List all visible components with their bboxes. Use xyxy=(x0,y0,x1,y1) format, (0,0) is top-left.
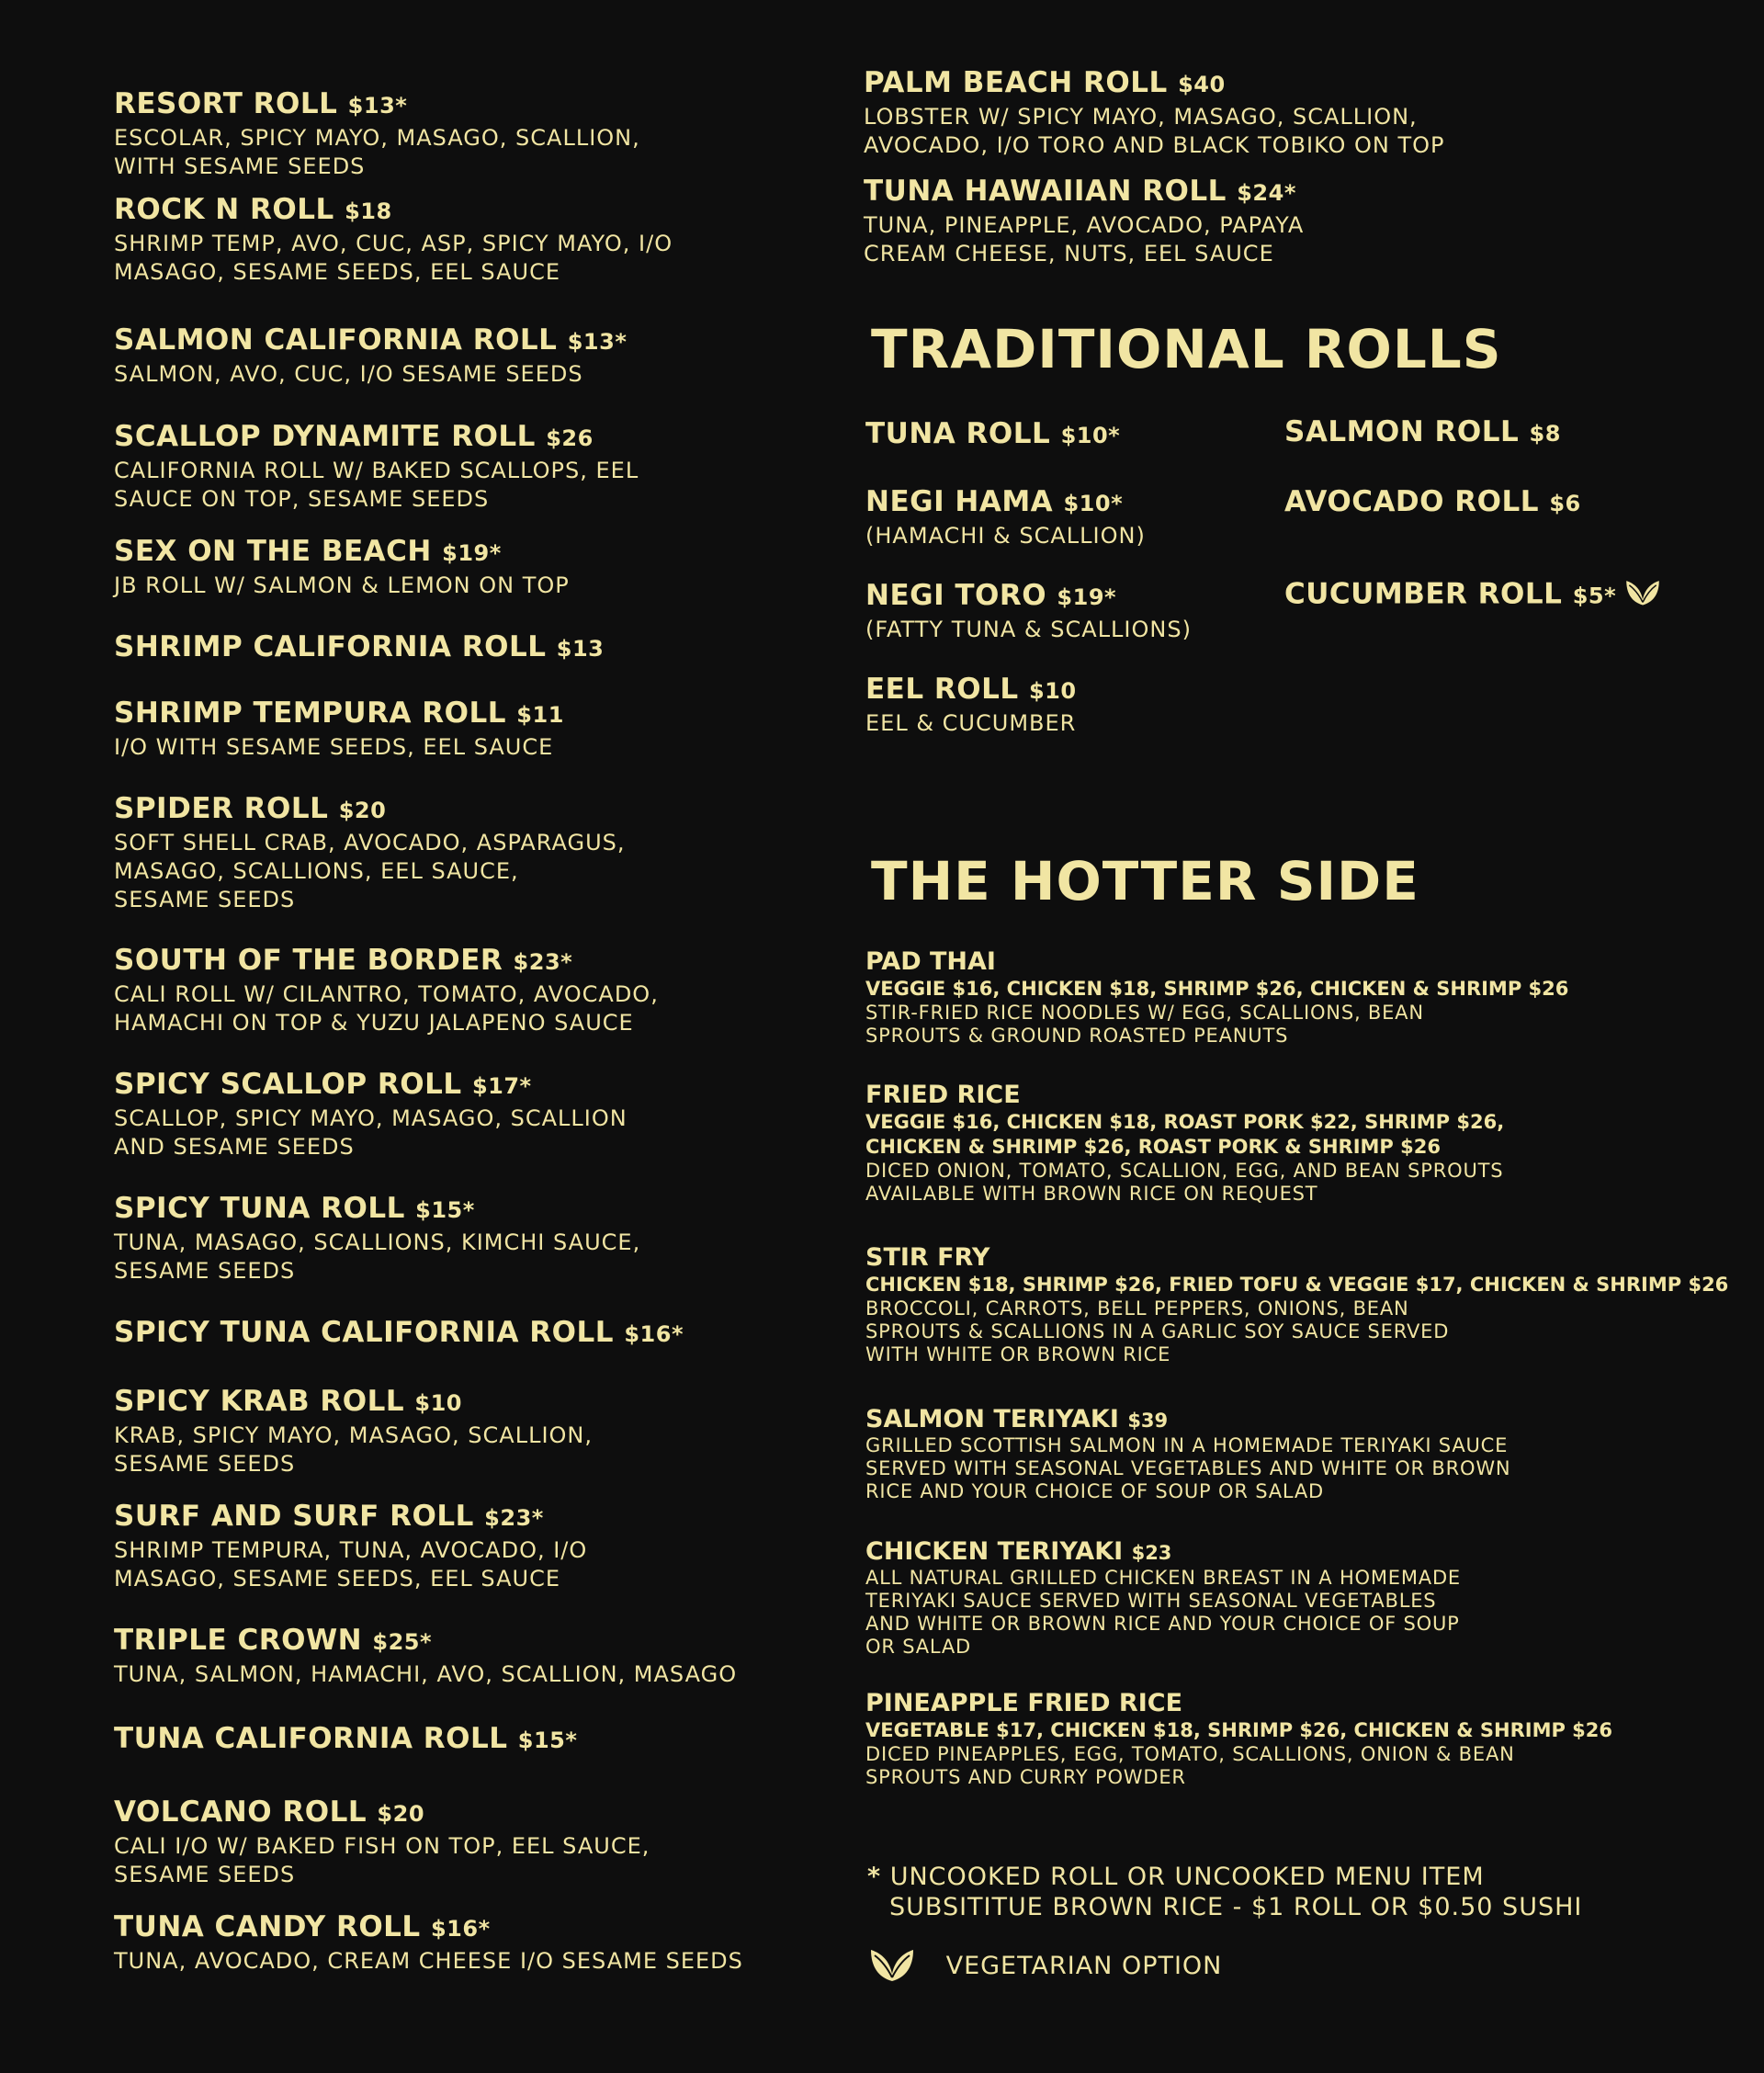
item-name: SHRIMP TEMPURA ROLL xyxy=(114,697,506,730)
hot-dish-item xyxy=(865,1536,1729,1659)
vegetarian-label: VEGETARIAN OPTION xyxy=(945,1951,1223,1980)
item-name: SALMON CALIFORNIA ROLL xyxy=(114,323,558,357)
item-price: $10 xyxy=(1028,678,1077,704)
item-description: SHRIMP TEMP, AVO, CUC, ASP, SPICY MAYO, I/O xyxy=(114,231,673,256)
item-name-line xyxy=(865,1404,1729,1434)
menu-item xyxy=(114,418,812,514)
item-price: $5* xyxy=(1572,583,1617,609)
menu-item xyxy=(114,191,812,287)
item-description: LOBSTER W/ SPICY MAYO, MASAGO, SCALLION, xyxy=(864,104,1418,130)
item-name-line xyxy=(114,1622,812,1660)
hot-dish-item xyxy=(865,1404,1729,1503)
hot-dish-item xyxy=(865,1688,1729,1789)
menu-item xyxy=(114,322,812,389)
item-name: CUCUMBER ROLL xyxy=(1284,577,1563,611)
item-name-line xyxy=(865,671,1077,709)
item-price: $20 xyxy=(338,798,387,823)
item-description: GRILLED SCOTTISH SALMON IN A HOMEMADE TERIYAKI SAUCE xyxy=(865,1434,1509,1456)
item-name: TUNA CALIFORNIA ROLL xyxy=(114,1722,508,1755)
item-description: MASAGO, SESAME SEEDS, EEL SAUCE xyxy=(114,1566,560,1592)
item-description: MASAGO, SCALLIONS, EEL SAUCE, xyxy=(114,858,519,884)
traditional-roll-item xyxy=(865,483,1146,550)
item-name: SURF AND SURF ROLL xyxy=(114,1500,474,1533)
item-name: SPICY TUNA CALIFORNIA ROLL xyxy=(114,1316,615,1349)
item-description: JB ROLL W/ SALMON & LEMON ON TOP xyxy=(114,572,570,598)
item-description: TUNA, MASAGO, SCALLIONS, KIMCHI SAUCE, xyxy=(114,1229,641,1255)
item-price: $20 xyxy=(377,1801,425,1827)
item-name: SPIDER ROLL xyxy=(114,792,329,825)
menu-item xyxy=(114,1794,812,1889)
item-description: ESCOLAR, SPICY MAYO, MASAGO, SCALLION, xyxy=(114,125,640,151)
menu-item xyxy=(114,1066,812,1161)
item-description: SESAME SEEDS xyxy=(114,1862,296,1887)
item-name-line xyxy=(865,946,1729,977)
item-description: WITH SESAME SEEDS xyxy=(114,153,366,179)
item-price: $19* xyxy=(442,540,502,566)
leaf-icon xyxy=(1623,575,1662,616)
footnote-line1: UNCOOKED ROLL OR UNCOOKED MENU ITEM xyxy=(889,1863,1485,1891)
item-name: SPICY KRAB ROLL xyxy=(114,1385,405,1418)
item-name-line xyxy=(865,415,1120,454)
item-description: SESAME SEEDS xyxy=(114,1451,296,1477)
item-name: VOLCANO ROLL xyxy=(114,1795,368,1829)
item-name: RESORT ROLL xyxy=(114,87,338,120)
item-description: ALL NATURAL GRILLED CHICKEN BREAST IN A HOMEMADE xyxy=(865,1567,1461,1589)
item-name: PAD THAI xyxy=(865,947,996,976)
item-description: SCALLOP, SPICY MAYO, MASAGO, SCALLION xyxy=(114,1105,628,1131)
item-name: SPICY TUNA ROLL xyxy=(114,1192,405,1225)
footnote-brown-rice: SUBSITITUE BROWN RICE - $1 ROLL OR $0.50 SUSHI xyxy=(889,1893,1583,1921)
item-name-line xyxy=(114,322,812,360)
menu-item xyxy=(114,1314,812,1353)
item-options: VEGGIE $16, CHICKEN $18, ROAST PORK $22, SHRIMP $26, xyxy=(865,1111,1505,1133)
item-name-line xyxy=(865,1242,1729,1273)
menu-item xyxy=(114,1720,812,1759)
item-options: VEGGIE $16, CHICKEN $18, SHRIMP $26, CHICKEN & SHRIMP $26 xyxy=(865,978,1569,1000)
item-description: AND WHITE OR BROWN RICE AND YOUR CHOICE OF SOUP xyxy=(865,1613,1460,1635)
item-price: $16* xyxy=(624,1321,684,1347)
item-price: $19* xyxy=(1057,584,1117,610)
item-name-line xyxy=(865,483,1146,522)
item-description: SAUCE ON TOP, SESAME SEEDS xyxy=(114,486,490,512)
item-price: $24* xyxy=(1237,180,1296,206)
item-price: $39 xyxy=(1127,1410,1169,1432)
item-description: SESAME SEEDS xyxy=(114,887,296,912)
item-description: (FATTY TUNA & SCALLIONS) xyxy=(865,617,1192,642)
item-name: SCALLOP DYNAMITE ROLL xyxy=(114,420,536,453)
menu-item xyxy=(114,942,812,1037)
item-price: $6 xyxy=(1549,491,1581,516)
item-name-line xyxy=(1284,483,1581,522)
item-description: I/O WITH SESAME SEEDS, EEL SAUCE xyxy=(114,734,554,760)
menu-item xyxy=(114,1383,812,1478)
item-name-line xyxy=(865,1080,1729,1110)
item-description: SPROUTS AND CURRY POWDER xyxy=(865,1766,1186,1788)
item-name-line xyxy=(114,942,812,980)
item-options: VEGETABLE $17, CHICKEN $18, SHRIMP $26, CHICKEN & SHRIMP $26 xyxy=(865,1719,1613,1741)
item-name-line xyxy=(865,1688,1729,1718)
item-price: $13 xyxy=(556,636,605,662)
item-name-line xyxy=(114,1909,812,1947)
menu-item xyxy=(114,695,812,762)
item-name-line xyxy=(114,533,812,572)
item-price: $10* xyxy=(1063,491,1124,516)
item-price: $13* xyxy=(567,329,628,355)
footnote-uncooked xyxy=(867,1863,1485,1892)
item-name: TUNA ROLL xyxy=(865,417,1051,450)
item-name: SOUTH OF THE BORDER xyxy=(114,944,503,977)
item-description: CALI I/O W/ BAKED FISH ON TOP, EEL SAUCE, xyxy=(114,1833,650,1859)
item-name: PINEAPPLE FRIED RICE xyxy=(865,1689,1183,1717)
item-description: TERIYAKI SAUCE SERVED WITH SEASONAL VEGETABLES xyxy=(865,1590,1437,1612)
item-description: OR SALAD xyxy=(865,1636,971,1658)
item-price: $15* xyxy=(415,1197,475,1223)
item-name-line xyxy=(864,64,1727,103)
hot-dish-item xyxy=(865,1242,1729,1366)
item-name-line xyxy=(1284,575,1662,616)
item-name-line xyxy=(114,85,812,124)
item-description: TUNA, PINEAPPLE, AVOCADO, PAPAYA xyxy=(864,212,1305,238)
item-name: PALM BEACH ROLL xyxy=(864,66,1168,99)
item-name: STIR FRY xyxy=(865,1243,990,1272)
item-name-line xyxy=(114,1383,812,1422)
item-name: SALMON ROLL xyxy=(1284,415,1520,448)
item-description: SOFT SHELL CRAB, AVOCADO, ASPARAGUS, xyxy=(114,830,626,855)
item-price: $16* xyxy=(430,1916,491,1942)
item-name-line xyxy=(114,1190,812,1229)
item-price: $40 xyxy=(1178,72,1226,97)
item-price: $11 xyxy=(516,702,564,728)
traditional-roll-item xyxy=(1284,575,1662,616)
item-name: SHRIMP CALIFORNIA ROLL xyxy=(114,630,547,663)
item-price: $10* xyxy=(1060,423,1121,448)
item-price: $10 xyxy=(414,1390,463,1416)
item-description: SALMON, AVO, CUC, I/O SESAME SEEDS xyxy=(114,361,583,387)
item-description: RICE AND YOUR CHOICE OF SOUP OR SALAD xyxy=(865,1480,1324,1502)
item-description: (HAMACHI & SCALLION) xyxy=(865,523,1146,549)
footnote-star: * xyxy=(867,1863,882,1891)
item-name: EEL ROLL xyxy=(865,673,1019,706)
menu-item xyxy=(114,1190,812,1286)
item-name: SEX ON THE BEACH xyxy=(114,535,432,568)
item-name-line xyxy=(114,695,812,733)
item-name-line xyxy=(865,1536,1729,1567)
item-name-line xyxy=(114,1498,812,1536)
item-description: AND SESAME SEEDS xyxy=(114,1134,355,1160)
item-name-line xyxy=(114,191,812,230)
item-name-line xyxy=(1284,413,1561,452)
item-description: EEL & CUCUMBER xyxy=(865,710,1077,736)
item-description: DICED PINEAPPLES, EGG, TOMATO, SCALLIONS, ONION & BEAN xyxy=(865,1743,1515,1765)
item-description: AVOCADO, I/O TORO AND BLACK TOBIKO ON TOP xyxy=(864,132,1445,158)
menu-item xyxy=(864,64,1727,160)
menu-item xyxy=(114,1498,812,1593)
footnote-vegetarian xyxy=(867,1943,1222,1990)
item-price: $17* xyxy=(471,1073,532,1099)
menu-item xyxy=(114,629,812,667)
traditional-roll-item xyxy=(865,415,1120,454)
leaf-icon xyxy=(867,1943,917,1990)
traditional-roll-item xyxy=(1284,483,1581,522)
item-description: CALI ROLL W/ CILANTRO, TOMATO, AVOCADO, xyxy=(114,981,659,1007)
menu-item xyxy=(114,85,812,181)
traditional-roll-item xyxy=(1284,413,1561,452)
menu-item xyxy=(114,1622,812,1689)
traditional-roll-item xyxy=(865,671,1077,738)
item-name-line xyxy=(114,790,812,829)
item-description: CREAM CHEESE, NUTS, EEL SAUCE xyxy=(864,241,1274,266)
item-name: TUNA CANDY ROLL xyxy=(114,1910,421,1943)
item-name: CHICKEN TERIYAKI xyxy=(865,1537,1124,1566)
traditional-rolls-title: TRADITIONAL ROLLS xyxy=(871,318,1502,380)
item-name: TUNA HAWAIIAN ROLL xyxy=(864,175,1227,208)
item-price: $23* xyxy=(484,1505,544,1531)
item-price: $13* xyxy=(347,93,408,119)
item-description: MASAGO, SESAME SEEDS, EEL SAUCE xyxy=(114,259,560,285)
traditional-roll-item xyxy=(865,577,1192,644)
item-name: ROCK N ROLL xyxy=(114,193,334,226)
menu-item xyxy=(864,173,1727,268)
item-price: $8 xyxy=(1529,421,1561,447)
menu-item xyxy=(114,533,812,600)
item-name: TRIPLE CROWN xyxy=(114,1624,363,1657)
hot-dish-item xyxy=(865,946,1729,1048)
item-name-line xyxy=(114,1720,812,1759)
item-name-line xyxy=(114,629,812,667)
item-description: KRAB, SPICY MAYO, MASAGO, SCALLION, xyxy=(114,1422,593,1448)
item-name-line xyxy=(865,577,1192,616)
item-price: $15* xyxy=(517,1728,578,1753)
item-name: FRIED RICE xyxy=(865,1081,1021,1109)
item-description: STIR-FRIED RICE NOODLES W/ EGG, SCALLIONS, BEAN xyxy=(865,1002,1424,1024)
item-name-line xyxy=(114,1066,812,1104)
item-price: $26 xyxy=(546,425,594,451)
item-price: $23* xyxy=(513,949,573,975)
item-description: SERVED WITH SEASONAL VEGETABLES AND WHITE OR BROWN xyxy=(865,1457,1511,1479)
item-description: AVAILABLE WITH BROWN RICE ON REQUEST xyxy=(865,1183,1318,1205)
item-name: NEGI TORO xyxy=(865,579,1047,612)
menu-item xyxy=(114,790,812,914)
item-description: DICED ONION, TOMATO, SCALLION, EGG, AND BEAN SPROUTS xyxy=(865,1160,1504,1182)
item-name-line xyxy=(864,173,1727,211)
item-description: TUNA, AVOCADO, CREAM CHEESE I/O SESAME SEEDS xyxy=(114,1948,743,1974)
item-name-line xyxy=(114,1314,812,1353)
item-name-line xyxy=(114,1794,812,1832)
hot-dish-item xyxy=(865,1080,1729,1206)
item-price: $23 xyxy=(1131,1542,1172,1564)
item-name: NEGI HAMA xyxy=(865,485,1054,518)
item-name-line xyxy=(114,418,812,457)
item-price: $25* xyxy=(372,1629,433,1655)
hotter-side-title: THE HOTTER SIDE xyxy=(871,850,1419,912)
item-name: SPICY SCALLOP ROLL xyxy=(114,1068,462,1101)
item-description: SPROUTS & GROUND ROASTED PEANUTS xyxy=(865,1025,1289,1047)
item-name: AVOCADO ROLL xyxy=(1284,485,1540,518)
item-price: $18 xyxy=(345,198,392,224)
item-options: CHICKEN & SHRIMP $26, ROAST PORK & SHRIMP $26 xyxy=(865,1136,1441,1158)
item-options: CHICKEN $18, SHRIMP $26, FRIED TOFU & VEGGIE $17, CHICKEN & SHRIMP $26 xyxy=(865,1274,1729,1296)
item-description: SPROUTS & SCALLIONS IN A GARLIC SOY SAUCE SERVED xyxy=(865,1320,1450,1342)
item-description: SHRIMP TEMPURA, TUNA, AVOCADO, I/O xyxy=(114,1537,588,1563)
item-description: WITH WHITE OR BROWN RICE xyxy=(865,1343,1171,1365)
item-name: SALMON TERIYAKI xyxy=(865,1405,1119,1433)
item-description: HAMACHI ON TOP & YUZU JALAPENO SAUCE xyxy=(114,1010,634,1036)
menu-item xyxy=(114,1909,812,1976)
item-description: TUNA, SALMON, HAMACHI, AVO, SCALLION, MASAGO xyxy=(114,1661,738,1687)
item-description: SESAME SEEDS xyxy=(114,1258,296,1284)
item-description: BROCCOLI, CARROTS, BELL PEPPERS, ONIONS, BEAN xyxy=(865,1297,1409,1320)
item-description: CALIFORNIA ROLL W/ BAKED SCALLOPS, EEL xyxy=(114,458,639,483)
